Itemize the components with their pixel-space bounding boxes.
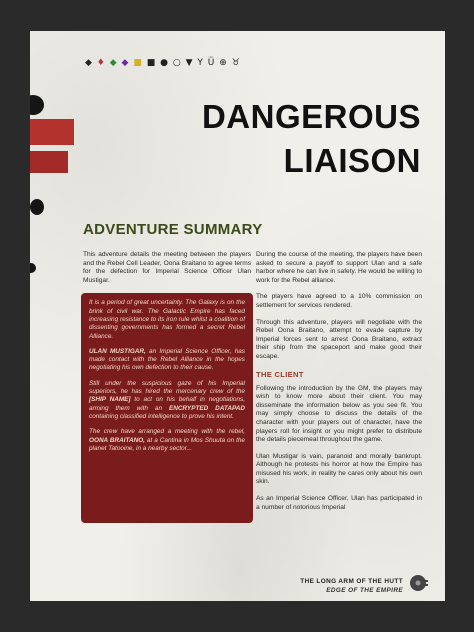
crawl-paragraph: It is a period of great uncertainty. The Galaxy is on the brink of civil war. The Galactic Empire has faced increasing resistance to its iron rule whilst a coalition of dissenting governments has formed a secret Rebel Alliance. [89,299,245,340]
symbol-glyph: ◆ [109,58,118,68]
crawl-paragraph [89,348,245,373]
symbol-glyph: ○ [172,58,182,68]
document-page [30,31,445,601]
page-title [202,95,421,183]
body-paragraph: As an Imperial Science Officer, Ulan has participated in a number of notorious Imperial [256,495,422,511]
symbol-glyph: Y [197,58,204,68]
page-footer [300,577,403,595]
symbol-glyph: ■ [133,58,143,68]
crawl-text: Still under the suspicious gaze of his Imperial superiors, he has hired the mercenary crew of the [89,379,245,396]
footer-series-title: EDGE OF THE EMPIRE [326,587,403,594]
symbol-glyph: ♦ [96,58,106,68]
client-heading: THE CLIENT [256,369,304,379]
body-paragraph: During the course of the meeting, the players have been asked to secure a payoff to support Ulan and a safe harbor where he can live in safety. He would be willing to work for the Rebel alliance. [256,251,422,284]
opening-crawl-box [81,293,253,523]
decorative-red-block [30,119,74,145]
crawl-name: ULAN MUSTIGAR, [89,347,146,355]
symbol-glyph: ● [160,58,169,68]
crawl-text: The crew have arranged a meeting with the rebel, [89,428,245,436]
symbol-row [85,58,241,68]
title-line: DANGEROUS [201,98,421,135]
crawl-datapad: ENCRYPTED DATAPAD [168,404,245,412]
millennium-falcon-icon [407,572,429,594]
symbol-glyph: ◆ [121,58,130,68]
title-line: LIAISON [283,142,421,179]
symbol-glyph: ♉ [231,58,241,68]
ink-splatter [30,199,44,215]
intro-paragraph: This adventure details the meeting between the players and the Rebel Cell Leader, Oona Braitano to agree terms for the defection for Imperial Science Officer Ulan Mustigar. [83,251,251,284]
right-column [256,251,422,520]
body-paragraph: Through this adventure, players will negotiate with the Rebel Oona Braitano, attempt to evade capture by Imperial forces sent to arrest Oona Braitano, extract their ship from the spaceport and make good their escape. [256,318,422,360]
symbol-glyph: ▼ [185,58,194,68]
crawl-text: at a Cantina in Mos Shuuta on the planet Tatooine, in a nearby sector... [89,436,245,452]
decorative-red-block [30,151,68,173]
symbol-glyph: ◆ [85,58,93,68]
crawl-paragraph [89,428,245,453]
crawl-name: OONA BRAITANO, [89,436,145,444]
section-heading: ADVENTURE SUMMARY [83,221,263,238]
footer-adventure-title: THE LONG ARM OF THE HUTT [300,578,403,585]
symbol-glyph: ■ [146,58,157,68]
ink-splatter [30,95,44,115]
symbol-glyph: ⊕ [219,58,228,68]
crawl-ship-name: [SHIP NAME] [89,396,131,404]
ink-splatter [30,263,36,273]
crawl-text: an Imperial Science Officer, has made contact with the Rebel Alliance in the hopes negotiating his own defection to their cause. [89,347,245,372]
body-paragraph: The players have agreed to a 10% commission on settlement for services rendered. [256,293,422,309]
crawl-text: containing classified intelligence to prove his intent. [89,412,234,420]
left-column [83,251,251,523]
crawl-text: to act on his behalf in negotiations, arming them with an [89,396,245,412]
crawl-paragraph [89,380,245,421]
symbol-glyph: Ü [207,58,216,68]
body-paragraph: Ulan Mustigar is vain, paranoid and morally bankrupt. Although he protests his horror at how the Empire has misused his work, in reality he cares only about his own skin. [256,452,422,486]
body-paragraph: Following the introduction by the GM, the players may wish to know more about their client. You may disseminate the information below as you see fit. You may simply choose to discuss the details of the character with your players out of character, have the players roll for insight or you might prefer to distribute the details piecemeal throughout the game. [256,384,422,444]
